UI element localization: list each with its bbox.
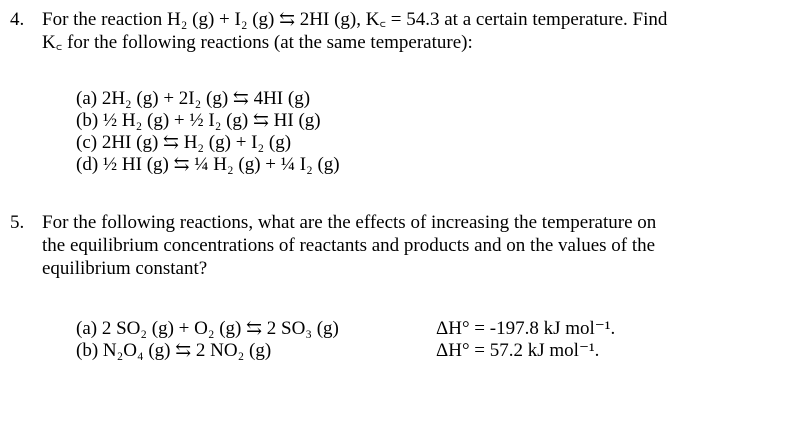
question-4-part-c: (c) 2HI (g) ⇆ H₂ (g) + I₂ (g) xyxy=(76,132,292,153)
question-5-number: 5. xyxy=(10,212,25,233)
question-5-line-1: For the following reactions, what are the effects of increasing the temperature on xyxy=(42,212,657,233)
question-5-line-2: the equilibrium concentrations of reactants and products and on the values of the xyxy=(42,235,656,256)
question-5-part-a-enthalpy: ΔH° = -197.8 kJ mol⁻¹. xyxy=(436,318,616,339)
question-4-number: 4. xyxy=(10,9,25,30)
question-5-part-a-reaction: (a) 2 SO₂ (g) + O₂ (g) ⇆ 2 SO₃ (g) xyxy=(76,318,339,339)
question-4-part-d: (d) ½ HI (g) ⇆ ¼ H₂ (g) + ¼ I₂ (g) xyxy=(76,154,340,175)
question-4-part-a: (a) 2H₂ (g) + 2I₂ (g) ⇆ 4HI (g) xyxy=(76,88,311,109)
question-5-part-b-reaction: (b) N₂O₄ (g) ⇆ 2 NO₂ (g) xyxy=(76,340,272,361)
question-5-line-3: equilibrium constant? xyxy=(42,258,208,279)
question-4-part-b: (b) ½ H₂ (g) + ½ I₂ (g) ⇆ HI (g) xyxy=(76,110,321,131)
question-5-part-b-enthalpy: ΔH° = 57.2 kJ mol⁻¹. xyxy=(436,340,600,361)
question-4-line-1: For the reaction H₂ (g) + I₂ (g) ⇆ 2HI (g), K꜀ = 54.3 at a certain temperature. Find xyxy=(42,9,668,30)
question-4-line-2: K꜀ for the following reactions (at the same temperature): xyxy=(42,32,473,53)
